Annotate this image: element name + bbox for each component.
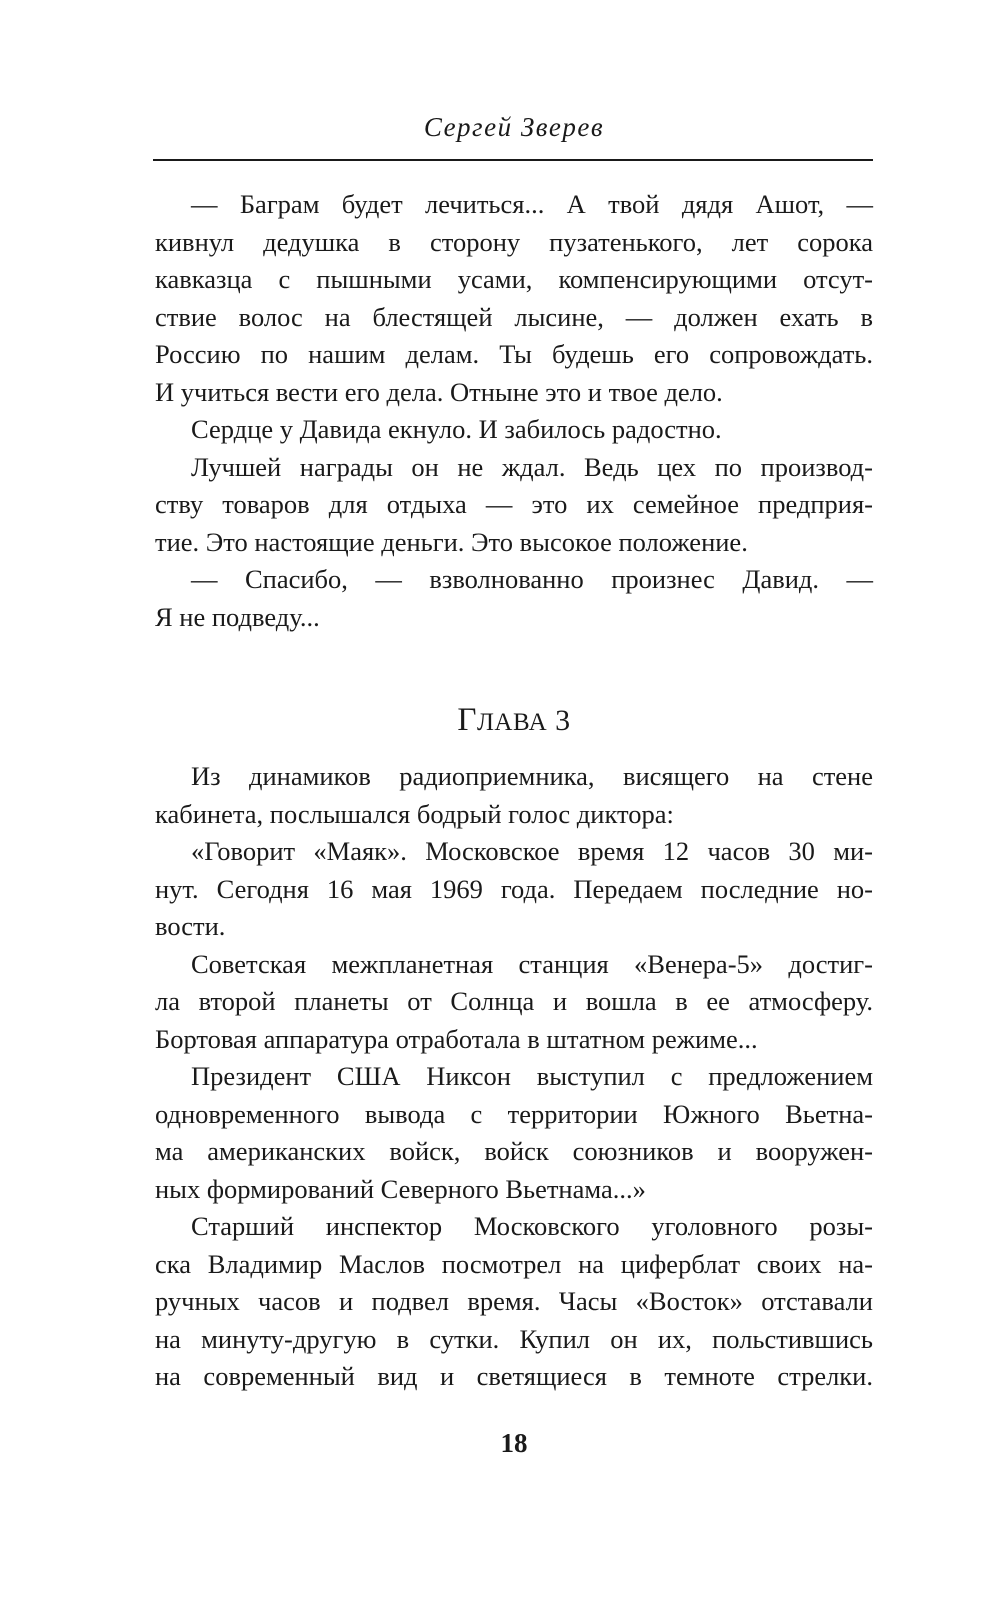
header-divider: [153, 159, 873, 161]
paragraph: [155, 561, 873, 636]
text-section-chapter-body: [155, 758, 873, 1396]
paragraph: [155, 833, 873, 946]
text-line: Старший инспектор Московского уголовного розы-: [191, 1211, 873, 1241]
text-line: на современный вид и светящиеся в темноте стрелки.: [155, 1361, 873, 1391]
text-line: вости.: [155, 911, 226, 941]
text-line: ла второй планеты от Солнца и вошла в ее атмосферу.: [155, 986, 873, 1016]
chapter-title-initial: Г: [457, 702, 477, 738]
paragraph: [155, 411, 873, 449]
paragraph: [155, 449, 873, 562]
running-header: Сергей Зверев: [423, 112, 605, 142]
page-number: 18: [500, 1428, 528, 1458]
text-line: нут. Сегодня 16 мая 1969 года. Передаем последние но-: [155, 873, 873, 904]
paragraph: [155, 758, 873, 833]
text-line: И учиться вести его дела. Отныне это и твое дело.: [155, 376, 723, 407]
text-line: Из динамиков радиоприемника, висящего на стене: [191, 761, 873, 791]
text-line: на минуту-другую в сутки. Купил он их, польстившись: [155, 1323, 873, 1354]
paragraph: [155, 1208, 873, 1396]
text-line: тие. Это настоящие деньги. Это высокое положение.: [155, 526, 748, 557]
text-line: ска Владимир Маслов посмотрел на циферблат своих на-: [155, 1248, 873, 1279]
chapter-number: 3: [555, 704, 571, 737]
text-line: — Баграм будет лечиться... А твой дядя Ашот, —: [191, 189, 873, 219]
text-line: кивнул дедушка в сторону пузатенького, лет сорока: [155, 226, 873, 257]
paragraph: [155, 1058, 873, 1208]
text-line: одновременного вывода с территории Южного Вьетна-: [155, 1098, 873, 1129]
text-line: ручных часов и подвел время. Часы «Восток» отставали: [155, 1286, 873, 1316]
text-line: ма американских войск, войск союзников и вооружен-: [155, 1136, 873, 1166]
text-line: Советская межпланетная станция «Венера-5» достиг-: [191, 948, 873, 979]
paragraph: [155, 946, 873, 1059]
text-line: «Говорит «Маяк». Московское время 12 часов 30 ми-: [191, 836, 873, 866]
text-line: Сердце у Давида екнуло. И забилось радостно.: [191, 414, 722, 444]
chapter-title: [155, 702, 873, 739]
text-line: кавказца с пышными усами, компенсирующими отсут-: [155, 264, 873, 294]
text-section-before-chapter: [155, 186, 873, 636]
text-line: ных формирований Северного Вьетнама...»: [155, 1173, 646, 1204]
chapter-title-word: ЛАВА: [476, 709, 548, 736]
text-line: Лучшей награды он не ждал. Ведь цех по производ-: [191, 451, 873, 482]
text-line: кабинета, послышался бодрый голос диктора:: [155, 798, 674, 829]
text-line: ствие волос на блестящей лысине, — должен ехать в: [155, 301, 873, 332]
text-line: ству товаров для отдыха — это их семейное предприя-: [155, 489, 873, 519]
text-line: Бортовая аппаратура отработала в штатном режиме...: [155, 1023, 758, 1054]
text-line: Россию по нашим делам. Ты будешь его сопровождать.: [155, 339, 873, 369]
text-line: — Спасибо, — взволнованно произнес Давид. —: [191, 564, 873, 594]
paragraph: [155, 186, 873, 411]
text-line: Я не подведу...: [155, 601, 320, 632]
text-line: Президент США Никсон выступил с предложением: [191, 1061, 873, 1091]
